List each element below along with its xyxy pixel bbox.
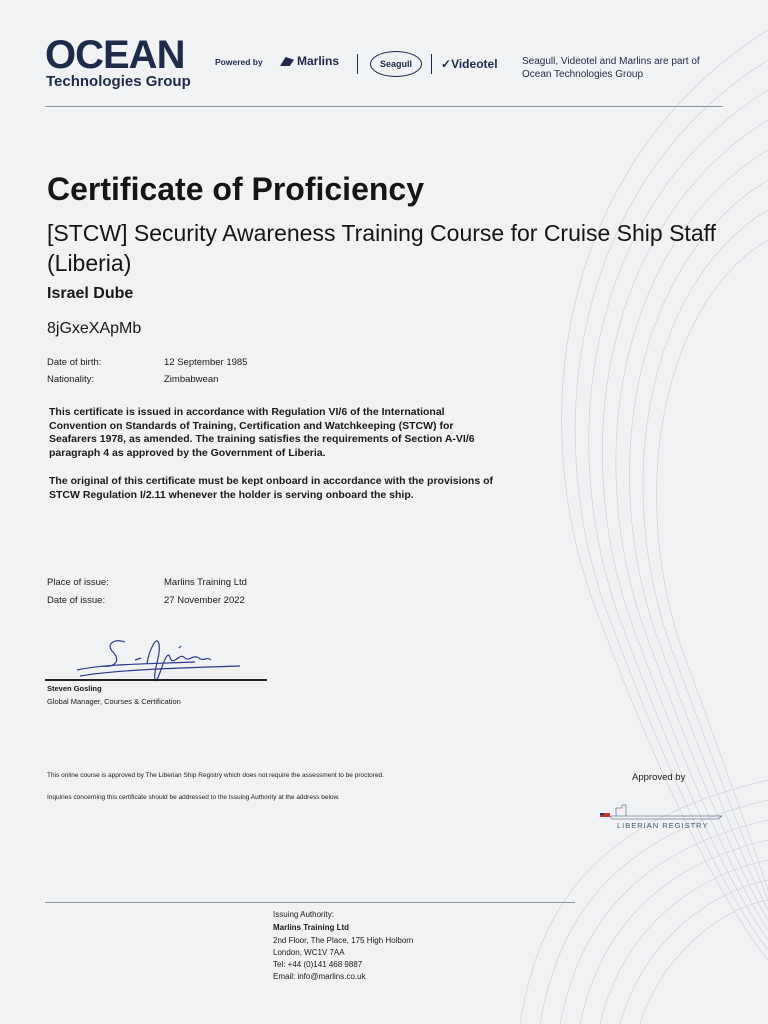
logo-separator bbox=[431, 54, 432, 74]
regulation-statement: This certificate is issued in accordance with Regulation VI/6 of the International Convention on Standards of Training, Certification and Watchkeeping (STCW) for Seafarers 1978, as amended. The training satisfies the requirements of Section A-VI/6 paragraph 4 as approved by the Government of Liberia. bbox=[49, 406, 475, 459]
ocean-logo-subtitle: Technologies Group bbox=[46, 73, 191, 90]
signature-line bbox=[45, 679, 267, 681]
onboard-statement: The original of this certificate must be kept onboard in accordance with the provisions of STCW Regulation I/2.11 whenever the holder is serving onboard the ship. bbox=[49, 475, 493, 501]
dob-label: Date of birth: bbox=[47, 357, 102, 368]
liberian-registry-label: LIBERIAN REGISTRY bbox=[617, 821, 709, 830]
issuer-address-line-1: 2nd Floor, The Place, 175 High Holborn bbox=[273, 936, 414, 945]
footer-divider bbox=[45, 902, 575, 903]
ocean-logo: OCEAN bbox=[45, 33, 185, 77]
logo-separator bbox=[357, 54, 358, 74]
nationality-value: Zimbabwean bbox=[164, 374, 219, 385]
marlins-mark-icon bbox=[280, 57, 294, 66]
certificate-title: Certificate of Proficiency bbox=[47, 171, 424, 207]
place-of-issue-label: Place of issue: bbox=[47, 577, 109, 588]
videotel-logo-text: Videotel bbox=[451, 57, 498, 71]
videotel-logo bbox=[441, 57, 498, 71]
certificate-code: 8jGxeXApMb bbox=[47, 320, 142, 337]
issuer-telephone: Tel: +44 (0)141 468 9887 bbox=[273, 960, 363, 969]
issuer-name: Marlins Training Ltd bbox=[273, 923, 350, 932]
videotel-mark-icon: ✓ bbox=[441, 57, 452, 71]
place-of-issue-value: Marlins Training Ltd bbox=[164, 577, 247, 588]
marlins-logo bbox=[280, 54, 339, 68]
signer-name: Steven Gosling bbox=[47, 684, 102, 693]
handwritten-signature bbox=[75, 630, 245, 690]
issuer-email: Email: info@marlins.co.uk bbox=[273, 972, 366, 981]
powered-by-label: Powered by bbox=[215, 57, 263, 67]
liberian-registry-ship-icon bbox=[598, 802, 724, 822]
holder-name: Israel Dube bbox=[47, 285, 134, 302]
issuer-address-line-2: London, WC1V 7AA bbox=[273, 948, 345, 957]
seagull-logo: Seagull bbox=[370, 51, 422, 77]
inquiries-note: Inquiries concerning this certificate should be addressed to the Issuing Authority at the address below. bbox=[47, 794, 340, 801]
approval-note: This online course is approved by The Liberian Ship Registry which does not require the assessment to be proctored. bbox=[47, 772, 384, 779]
signer-role: Global Manager, Courses & Certification bbox=[47, 697, 181, 706]
dob-value: 12 September 1985 bbox=[164, 357, 248, 368]
approved-by-label: Approved by bbox=[632, 772, 686, 783]
group-note: Seagull, Videotel and Marlins are part of Ocean Technologies Group bbox=[522, 56, 700, 80]
date-of-issue-value: 27 November 2022 bbox=[164, 595, 245, 606]
nationality-label: Nationality: bbox=[47, 374, 94, 385]
date-of-issue-label: Date of issue: bbox=[47, 595, 106, 606]
header-divider bbox=[45, 106, 723, 107]
marlins-logo-text: Marlins bbox=[297, 54, 340, 68]
course-title: [STCW] Security Awareness Training Course for Cruise Ship Staff (Liberia) bbox=[47, 220, 716, 276]
issuing-authority-label: Issuing Authority: bbox=[273, 910, 334, 919]
